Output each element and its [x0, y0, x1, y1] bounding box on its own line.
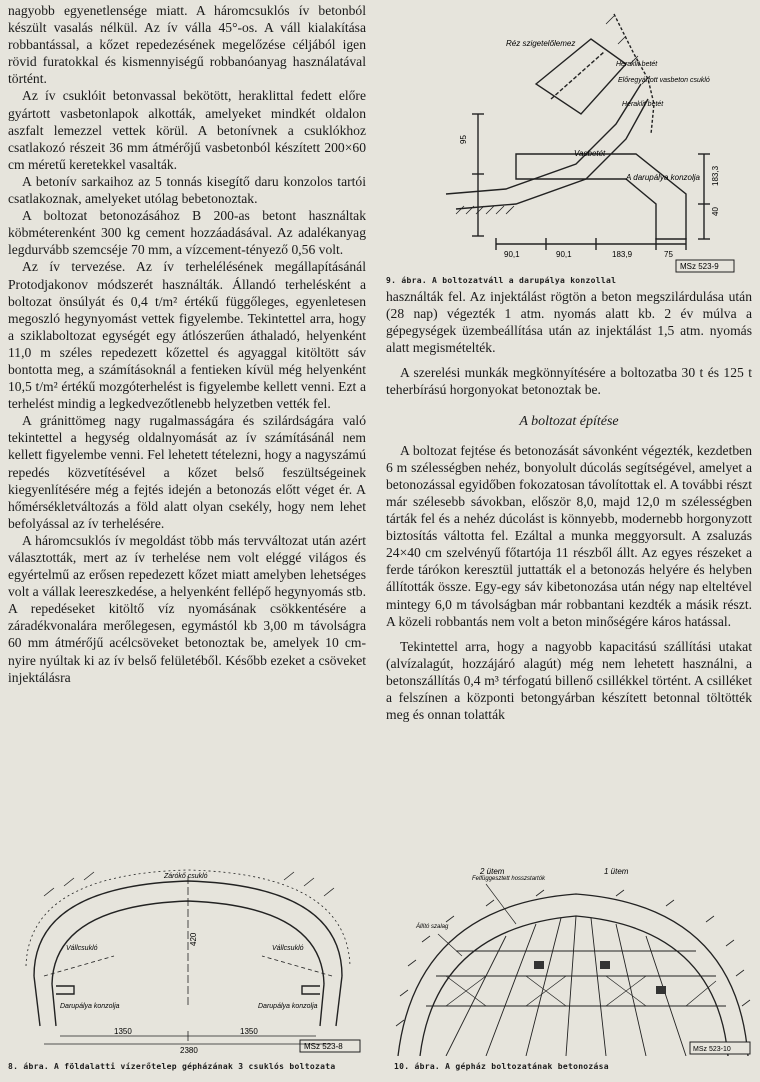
label-vasbeton-csuklo: Előregyártott vasbeton csukló	[618, 77, 710, 84]
paragraph: használták fel. Az injektálást rögtön a beton megszilárdulása után (28 nap) végezték 1 atm. nyomás alatt kb. 2 év múlva a gépegységek üzembeállítása után az injektálást 1,5 atm. nyomás alatt megismételték.	[386, 289, 752, 356]
right-text-column	[386, 288, 752, 723]
figure-8-caption: 8. ábra. A földalatti vízerőtelep gépházának 3 csuklós boltozata	[8, 1062, 336, 1071]
paragraph: Tekintettel arra, hogy a nagyobb kapacitású szállítási utakat (alvízalagút, hozzájáró alagút) még nem lehetett használni, a betonszállítás 0,4 m³ térfogatú billenő csillékkel történt. A csilléket a felszínen a központi betongyárban készített betonnal töltötték meg és onnan tolatták	[386, 638, 752, 723]
label-zaroko-csuklo: Zárókő csukló	[164, 873, 208, 880]
figure-9	[386, 4, 752, 274]
paragraph: A boltozat betonozásához B 200-as betont használtak köbméterenként 300 kg cement hozzáadásával. Az adalékanyag legdurvább szemcséje 70 mm, a vízcement-tényező 0,56 volt.	[8, 208, 366, 258]
label-allito-szalag: Állító szalag	[416, 924, 449, 930]
label-darupalya-konzol: A darupálya konzolja	[626, 173, 700, 182]
stamp: MSz 523-8	[304, 1042, 343, 1051]
label-vasbetet: Vasbetét	[574, 149, 606, 158]
dim-label: 1350	[240, 1027, 258, 1036]
paragraph: A betonív sarkaihoz az 5 tonnás kisegítő daru konzolos tartói csatlakoznak, amelyeket utólag bebetonoztak.	[8, 173, 366, 207]
paragraph: nagyobb egyenetlensége miatt. A háromcsuklós ív betonból készült vasalás nélkül. Az ív válla 45°-os. A váll kialakítása robbantással, a kőzet repedezésének megelőzése céljából igen rövid furatokkal és kismennyiségű robbanóanyag használatával történt.	[8, 3, 366, 87]
paragraph: A háromcsuklós ív megoldást több más tervváltozat után azért választották, mert az ív terhelése nem volt eléggé világos és egyértelmű az erősen repedezett kőzet miatt amelyben lehetséges volt a vállak leereszkedése, a helyenként fellépő hegynyomás stb. A repedéseket kitöltő víz nyomásának csökkentésére a záradékvonalára merőlegesen, egymástól kb 3,00 m távolságra 60 mm átmérőjű acélcsöveket betonoztak be, amelyek 10 cm-nyire nyúltak ki az ív belső felületéből. Később ezeket a csöveket injektálásra	[8, 532, 366, 685]
section-heading: A boltozat építése	[519, 413, 619, 429]
label-darupalya-left: Darupálya konzolja	[60, 1003, 120, 1010]
label-utem-2: 2 ütem	[480, 867, 505, 876]
paragraph: A gránittömeg nagy rugalmasságára és szilárdságára való tekintettel a hegység oldalnyomását az ív számításánál nem kellett figyelembe venni. Fel lehetett tételezni, hogy a nagyszámú repedés közvetítésével a kőzet belső feszültségeinek kiegyenlítésére még a fejtés idején a betonozás előtt véget ér. A hőmérsékletváltozás a föld alatt olyan csekély, hogy nem lehet befolyással az ív terhelésére.	[8, 413, 366, 531]
dim-label: 40	[711, 207, 720, 216]
dim-label: 90,1	[504, 250, 520, 259]
dim-label: 75	[664, 250, 673, 259]
figure-10-drawing	[386, 866, 754, 1056]
figure-9-drawing	[386, 4, 752, 274]
label-szigetelo: Réz szigetelőlemez	[506, 39, 576, 48]
label-fuggesztett-hosszstartok: Felfüggesztett hosszstartók	[472, 876, 546, 882]
figure-10	[386, 866, 754, 1056]
figure-8	[4, 866, 372, 1056]
label-vallcsuklo-right: Vállcsukló	[272, 945, 304, 952]
dim-label: 183,9	[612, 250, 633, 259]
label-vallcsuklo-left: Vállcsukló	[66, 945, 98, 952]
stamp: MSz 523-9	[680, 262, 719, 271]
paragraph: Az ív csuklóit betonvassal bekötött, heraklittal fedett előre gyártott vasbetonlapok alkották, amelyeket mindkét oldalon aszfalt lemezzel vettek körül. A betonívnek a csuklókhoz csatlakozó részeit 36 mm átmérőjű vasbetonból készített 200×60 cm méretű keretekkel vasalták.	[8, 88, 366, 172]
left-text-column	[8, 2, 366, 686]
figure-10-caption: 10. ábra. A gépház boltozatának betonozása	[394, 1062, 609, 1071]
label-darupalya-right: Darupálya konzolja	[258, 1003, 318, 1010]
label-heraklit-2: Heraklit betét	[622, 101, 664, 108]
dim-label: 1350	[114, 1027, 132, 1036]
figure-8-drawing	[4, 866, 372, 1056]
dim-label: 420	[189, 932, 198, 946]
dim-label: 95	[459, 135, 468, 144]
label-heraklit-1: Heraklit betét	[616, 61, 658, 68]
paragraph: Az ív tervezése. Az ív terhelélésének megállapításánál Protodjakonov módszerét használták. Állandó terhelésként a boltozat önsúlyát és 0,4 t/m² értékű függőleges, egyenletesen megoszló hegynyomást vettek figyelembe. Tekintettel arra, hogy a sziklaboltozat egységét egy átlószerűen áthaladó, helyenként 11,0 m széles repedezett kőzettel és agyaggal kitöltött sáv bontotta meg, a számításoknál a fentieken kívül még helyenként 10,5 t/m² értékű mozgóterhelést is figyelembe kellett venni. Ezt a terhelést mindig a legkedvezőtlenebb helyzetben vették fel.	[8, 259, 366, 412]
stamp: MSz 523-10	[693, 1046, 731, 1053]
paragraph: A boltozat fejtése és betonozását sávonként végezték, kezdetben 6 m szélességben nehéz, bonyolult dúcolás segítségével, amelyet a betonozással egyidőben fokozatosan távolítottak el. A további részt már szélesebb sávokban, először 8,0, majd 12,0 m szélességben tárták fel és a nehéz dúcolást is könnyebb, modernebb horgonyzott biztosítás váltotta fel. Ezáltal a munka meggyorsult. A zsaluzás 24×40 cm szelvényű főtartója 11 részből állt. Az egyes részeket a ferde tárókon keresztül juttatták el a betonozás helyére és helyben állították össze. Egy-egy sáv kibetonozása után négy nap elteltével mintegy 6,0 m távolságban már robbantani kezdték a másik részt. A közeli robbantás nem volt a beton minőségére káros hatással.	[386, 442, 752, 629]
figure-9-caption: 9. ábra. A boltozatváll a darupálya konzollal	[386, 276, 617, 285]
paragraph: A szerelési munkák megkönnyítésére a boltozatba 30 t és 125 t teherbírású horgonyokat betonoztak be.	[386, 365, 752, 398]
dim-label: 183,3	[711, 165, 720, 186]
dim-label: 2380	[180, 1046, 198, 1055]
dim-label: 90,1	[556, 250, 572, 259]
label-utem-1: 1 ütem	[604, 867, 629, 876]
